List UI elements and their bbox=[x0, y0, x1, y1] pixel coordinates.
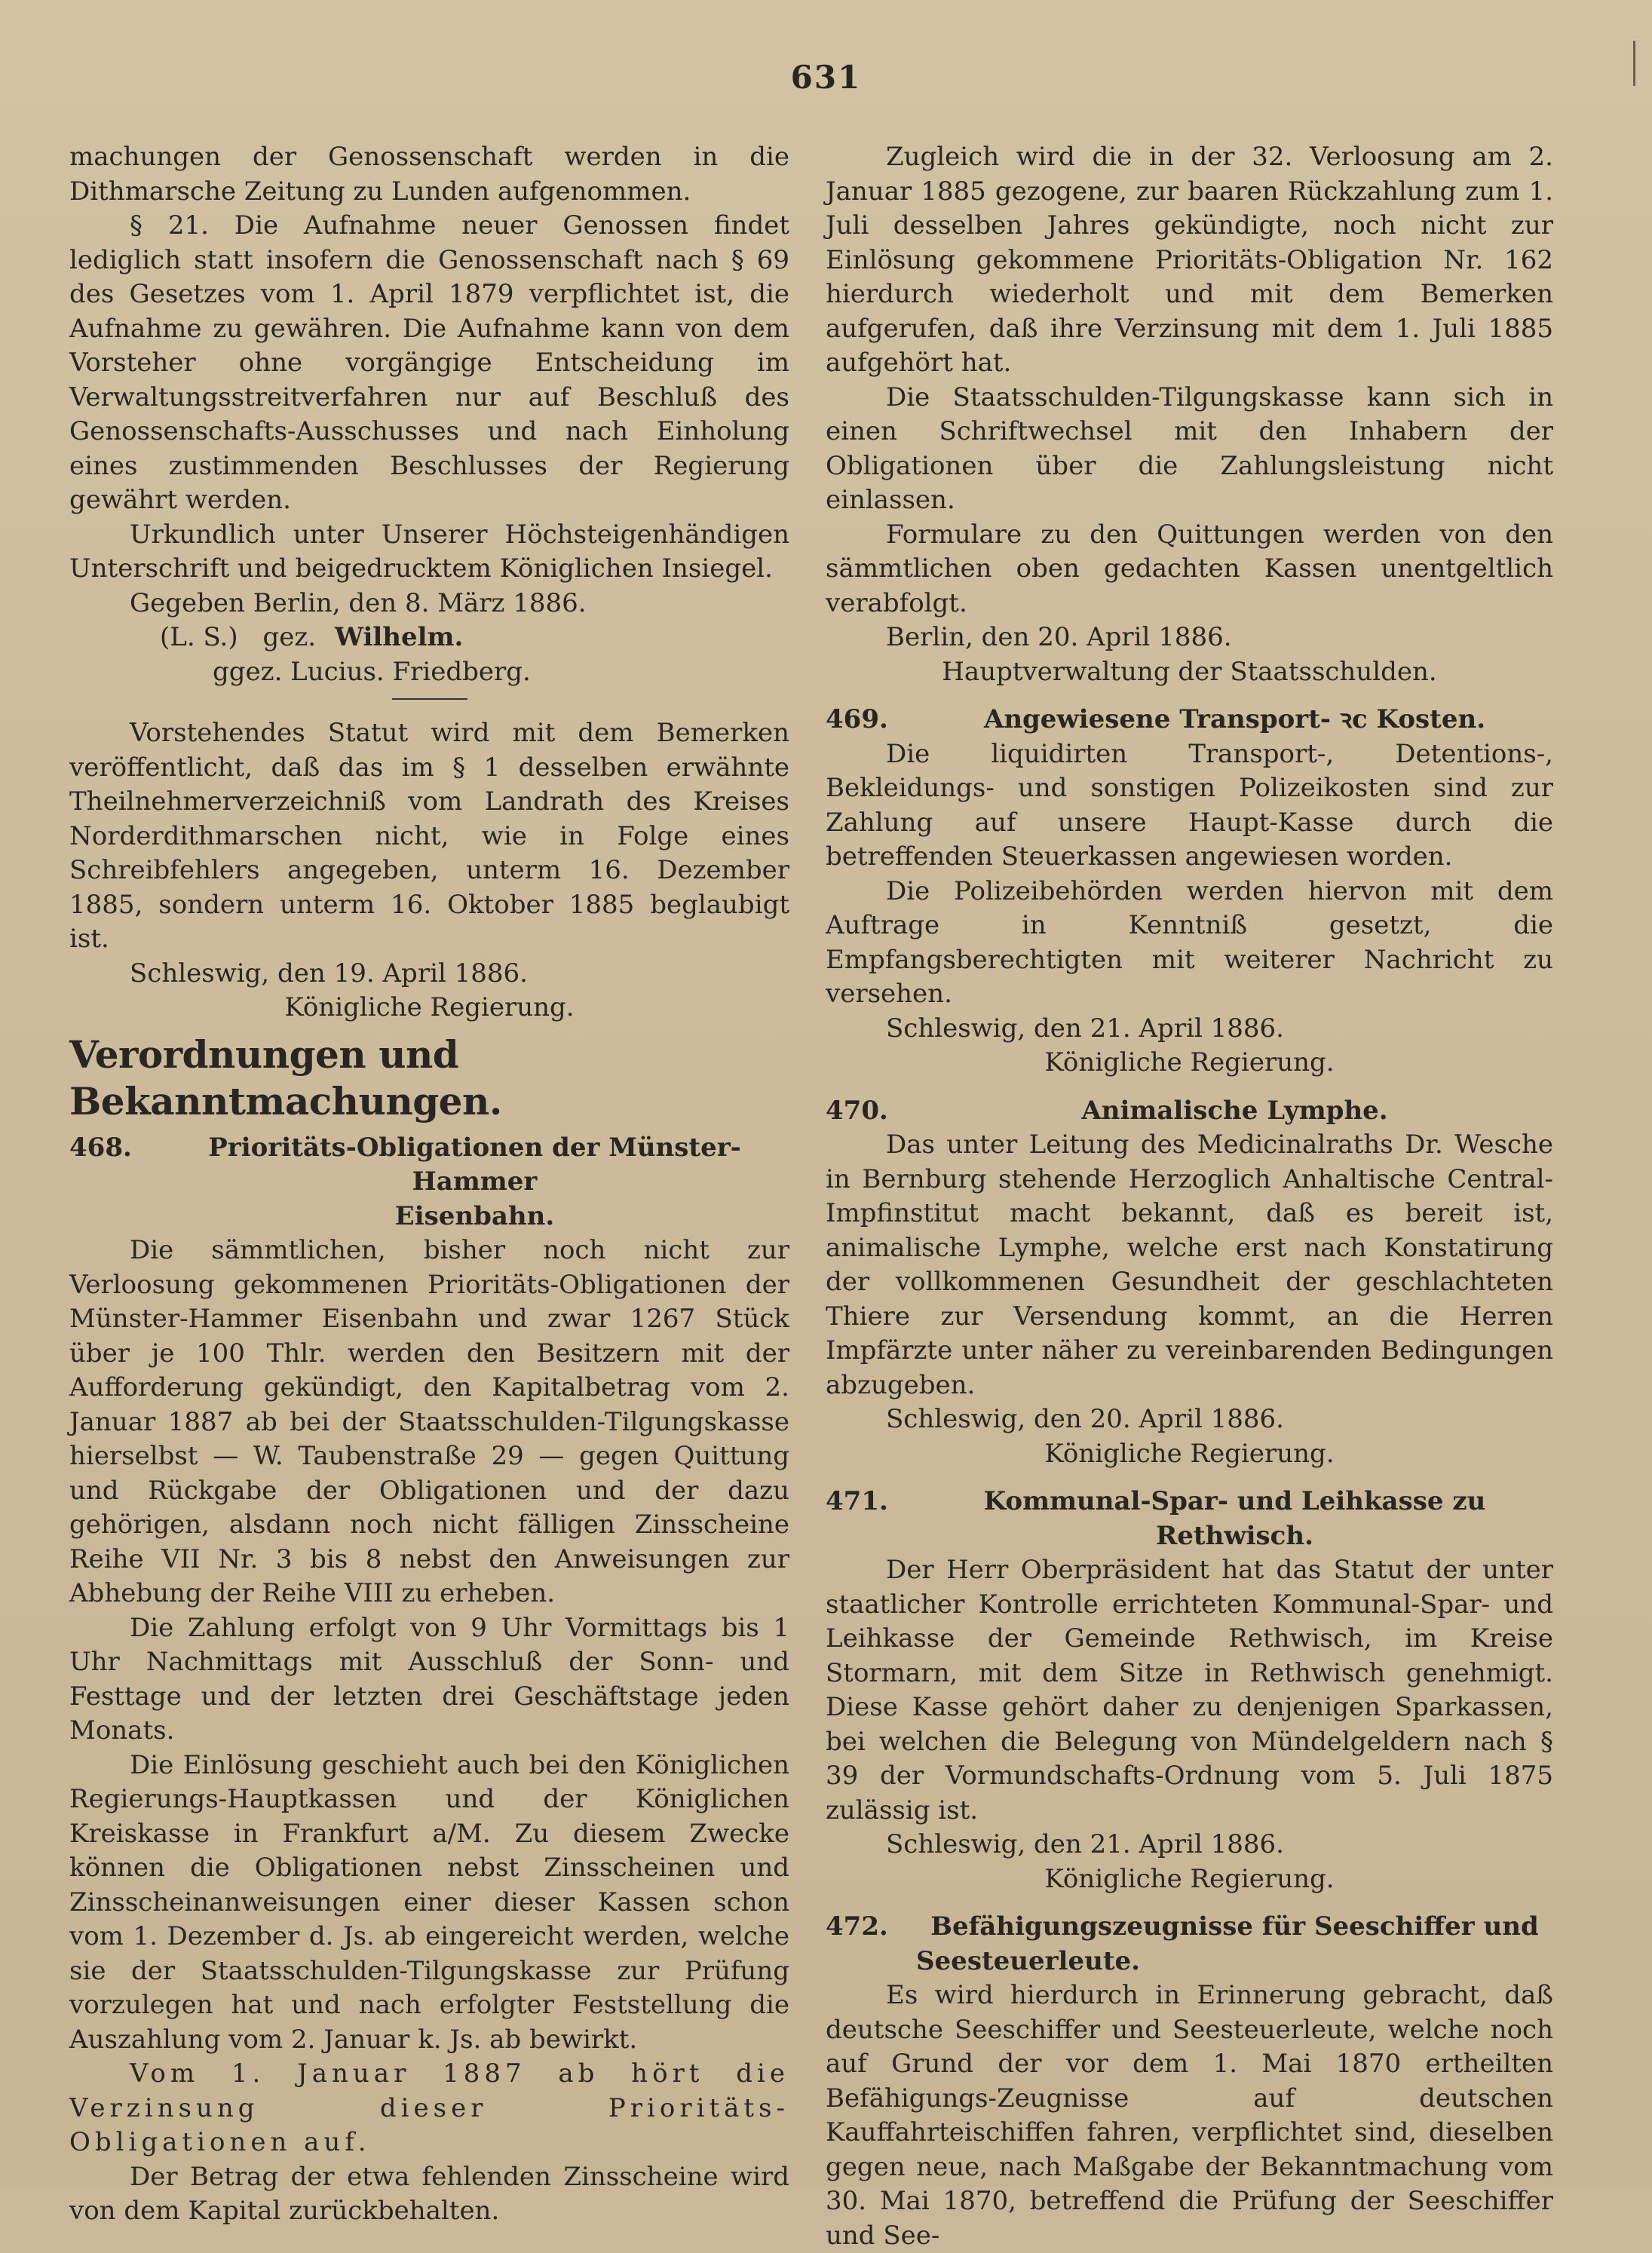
statute-paragraph-21: § 21. Die Aufnahme neuer Genossen findet lediglich statt insofern die Genossenschaft nach § 69 des Gesetzes vom 1. April 1879 verpflichtet ist, die Aufnahme zu gewähren. Die Aufnahme kann von dem Vorsteher ohne vorgängige Entscheidung im Verwaltungsstreitverfahren nur auf Beschluß des Genossenschafts-Ausschusses und nach Einholung eines zustimmenden Beschlusses der Regierung gewährt werden. bbox=[69, 210, 789, 515]
item-468-continuation-3: Formulare zu den Quittungen werden von den sämmtlichen oben gedachten Kassen unentgeltlich verabfolgt. bbox=[826, 519, 1553, 618]
item-468-authority: Hauptverwaltung der Staatsschulden. bbox=[942, 656, 1437, 687]
item-469-heading bbox=[826, 703, 1553, 737]
section-divider bbox=[392, 698, 467, 700]
item-title: Befähigungszeugnisse für Seeschiffer und bbox=[930, 1911, 1539, 1942]
item-title: Prioritäts-Obligationen der Münster-Hammer bbox=[208, 1132, 741, 1197]
item-title-continuation: Seesteuerleute. bbox=[916, 1945, 1141, 1976]
item-title: Angewiesene Transport- ꝛc Kosten. bbox=[983, 704, 1486, 734]
item-472-paragraph-1: Es wird hierdurch in Erinnerung gebracht, daß deutsche Seeschiffer und Seesteuerleute, welche noch auf Grund der vor dem 1. Mai 1870 ertheilten Befähigungs-Zeugnisse auf deutschen Kauffahrteischiffen fahren, verpflichtet sind, dieselben gegen neue, nach Maßgabe der Bekanntmachung vom 30. Mai 1870, betreffend die Prüfung der Seeschiffer und See- bbox=[826, 1980, 1553, 2251]
statute-attestation: Urkundlich unter Unserer Höchsteigenhändigen Unterschrift und beigedrucktem Königlichen Insiegel. bbox=[69, 519, 789, 584]
item-472-heading bbox=[826, 1910, 1553, 1945]
item-468-continuation-2: Die Staatsschulden-Tilgungskasse kann sich in einen Schriftwechsel mit den Inhabern der Obligationen über die Zahlungsleistung nicht einlassen. bbox=[826, 382, 1553, 515]
item-468-paragraph-4: Vom 1. Januar 1887 ab hört die Verzinsung dieser Prioritäts-Obligationen auf. bbox=[69, 2058, 789, 2157]
item-title: Animalische Lymphe. bbox=[1081, 1095, 1388, 1126]
item-number: 471. bbox=[826, 1486, 888, 1516]
item-469-paragraph-1: Die liquidirten Transport-, Detentions-, Bekleidungs- und sonstigen Polizeikosten sind zur Zahlung auf unsere Haupt-Kasse durch die betreffenden Steuerkassen angewiesen worden. bbox=[826, 738, 1553, 872]
item-468-heading bbox=[69, 1131, 789, 1200]
item-469-paragraph-2: Die Polizeibehörden werden hiervon mit dem Auftrage in Kenntniß gesetzt, die Empfangsberechtigten mit weiterer Nachricht zu versehen. bbox=[826, 875, 1553, 1009]
item-469-date: Schleswig, den 21. April 1886. bbox=[886, 1013, 1284, 1044]
seal-mark: (L. S.) bbox=[160, 622, 238, 652]
item-number: 472. bbox=[826, 1911, 888, 1942]
item-468-continuation-1: Zugleich wird die in der 32. Verloosung am 2. Januar 1885 gezogene, zur baaren Rückzahlung zum 1. Juli desselben Jahres gekündigte, noch nicht zur Einlösung gekommene Prioritäts-Obligation Nr. 162 hierdurch wiederholt und mit dem Bemerken aufgerufen, daß ihre Verzinsung mit dem 1. Juli 1885 aufgehört hat. bbox=[826, 142, 1553, 378]
item-number: 469. bbox=[826, 704, 888, 734]
statute-continuation: machungen der Genossenschaft werden in die Dithmarsche Zeitung zu Lunden aufgenommen. bbox=[69, 142, 789, 207]
item-468-paragraph-5: Der Betrag der etwa fehlenden Zinsscheine wird von dem Kapital zurückbehalten. bbox=[69, 2161, 789, 2226]
left-column bbox=[69, 140, 789, 2226]
item-number: 470. bbox=[826, 1095, 888, 1126]
item-470-heading bbox=[826, 1094, 1553, 1129]
item-number: 468. bbox=[69, 1132, 132, 1163]
section-heading: Verordnungen und Bekanntmachungen. bbox=[69, 1031, 502, 1123]
item-468-paragraph-3: Die Einlösung geschieht auch bei den Königlichen Regierungs-Hauptkassen und der Königlichen Kreiskasse in Frankfurt a/M. Zu diesem Zwecke können die Obligationen nebst Zinsscheinen und Zinsscheinanweisungen einer dieser Kassen schon vom 1. Dezember d. Js. ab eingereicht werden, welche sie der Staatsschulden-Tilgungskasse zur Prüfung vorzulegen hat und nach erfolgter Feststellung die Auszahlung vom 2. Januar k. Js. ab bewirkt. bbox=[69, 1749, 789, 2055]
publication-notice-authority: Königliche Regierung. bbox=[284, 992, 575, 1022]
page-number: 631 bbox=[790, 59, 862, 96]
item-469-authority: Königliche Regierung. bbox=[1044, 1047, 1335, 1077]
publication-notice: Vorstehendes Statut wird mit dem Bemerken veröffentlicht, daß das im § 1 desselben erwähnte Theilnehmerverzeichniß vom Landrath des Kreises Norderdithmarschen nicht, wie in Folge eines Schreibfehlers angegeben, unterm 16. Dezember 1885, sondern unterm 16. Oktober 1885 beglaubigt ist. bbox=[69, 718, 789, 954]
signature-gez: gez. bbox=[262, 622, 317, 652]
item-470-authority: Königliche Regierung. bbox=[1044, 1438, 1335, 1469]
item-471-date: Schleswig, den 21. April 1886. bbox=[886, 1829, 1284, 1859]
item-468-paragraph-2: Die Zahlung erfolgt von 9 Uhr Vormittags bis 1 Uhr Nachmittags mit Ausschluß der Sonn- und Festtage und der letzten drei Geschäftstage jeden Monats. bbox=[69, 1612, 789, 1746]
item-470-paragraph-1: Das unter Leitung des Medicinalraths Dr. Wesche in Bernburg stehende Herzoglich Anhaltische Central-Impfinstitut macht bekannt, daß es bereit ist, animalische Lymphe, welche erst nach Konstatirung der vollkommenen Gesundheit der geschlachteten Thiere zur Versendung kommt, an die Herren Impfärzte unter näher zu vereinbarenden Bedingungen abzugeben. bbox=[826, 1130, 1553, 1400]
item-title-continuation: Eisenbahn. bbox=[394, 1200, 555, 1231]
item-471-authority: Königliche Regierung. bbox=[1044, 1863, 1335, 1894]
statute-given-date: Gegeben Berlin, den 8. März 1886. bbox=[130, 587, 587, 618]
countersignature-line: ggez. Lucius. Friedberg. bbox=[213, 656, 531, 687]
signature-line bbox=[69, 621, 789, 655]
item-468-date: Berlin, den 20. April 1886. bbox=[886, 622, 1232, 652]
publication-notice-date: Schleswig, den 19. April 1886. bbox=[130, 958, 528, 989]
item-468-paragraph-1: Die sämmtlichen, bisher noch nicht zur Verloosung gekommenen Prioritäts-Obligationen der Münster-Hammer Eisenbahn und zwar 1267 Stück über je 100 Thlr. werden den Besitzern mit der Aufforderung gekündigt, den Kapitalbetrag vom 2. Januar 1887 ab bei der Staatsschulden-Tilgungskasse hierselbst — W. Taubenstraße 29 — gegen Quittung und Rückgabe der Obligationen und der dazu gehörigen, alsdann noch nicht fälligen Zinsscheine Reihe VII Nr. 3 bis 8 nebst den Anweisungen zur Abhebung der Reihe VIII zu erheben. bbox=[69, 1235, 789, 1608]
item-471-heading bbox=[826, 1485, 1553, 1553]
right-column bbox=[826, 140, 1553, 2251]
item-471-paragraph-1: Der Herr Oberpräsident hat das Statut der unter staatlicher Kontrolle errichteten Kommunal-Spar- und Leihkasse der Gemeinde Rethwisch, im Kreise Stormarn, mit dem Sitze in Rethwisch genehmigt. Diese Kasse gehört daher zu denjenigen Sparkassen, bei welchen die Belegung von Mündelgeldern nach § 39 der Vormundschafts-Ordnung vom 5. Juli 1875 zulässig ist. bbox=[826, 1555, 1553, 1825]
item-title: Kommunal-Spar- und Leihkasse zu Rethwisch. bbox=[983, 1486, 1486, 1551]
signature-name: Wilhelm. bbox=[334, 622, 464, 652]
item-470-date: Schleswig, den 20. April 1886. bbox=[886, 1404, 1284, 1434]
